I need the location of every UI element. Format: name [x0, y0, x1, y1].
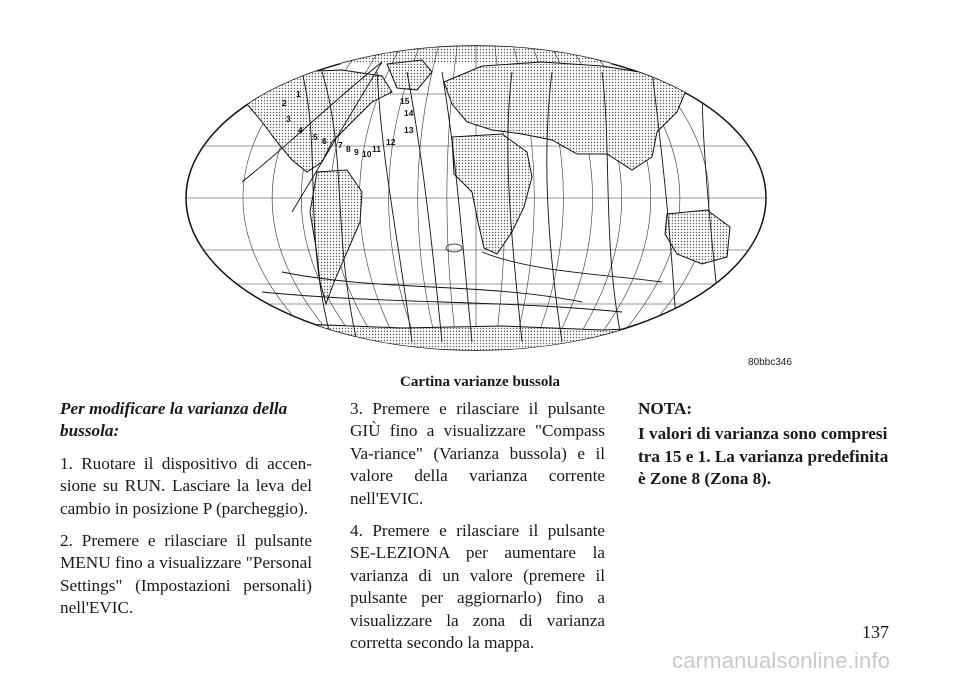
- zone-label-2: 2: [282, 98, 287, 108]
- zone-label-10: 10: [362, 149, 372, 159]
- page-number: 137: [862, 622, 889, 642]
- note-body: I valori di varianza sono compresi tra 15 e 1. La varianza predefinita è Zone 8 (Zona 8).: [638, 424, 889, 489]
- zone-label-8: 8: [346, 144, 351, 154]
- column-2: [350, 398, 605, 664]
- zone-label-7: 7: [338, 140, 343, 150]
- note-title: NOTA:: [638, 399, 693, 418]
- map-image-code: 80bbc346: [748, 357, 792, 368]
- zone-label-12: 12: [386, 137, 396, 147]
- heading-line-2: bussola:: [60, 421, 120, 441]
- zone-label-5: 5: [313, 132, 318, 142]
- map-caption: Cartina varianze bussola: [399, 374, 560, 390]
- heading-line-1: Per modificare la varianza della: [60, 399, 288, 418]
- zone-label-13: 13: [404, 125, 414, 135]
- zone-label-9: 9: [354, 147, 359, 157]
- compass-variance-map: [182, 42, 770, 354]
- zone-label-15: 15: [400, 96, 410, 106]
- watermark-text: carmanualsonline.info: [672, 648, 891, 673]
- column-1: [60, 398, 312, 630]
- zone-label-3: 3: [286, 114, 291, 124]
- step-4: 4. Premere e rilasciare il pulsante SE-LEZIONA per aumentare la varianza di un valore (premere il pulsante per aggiornarlo) fino a visualizzare la zona di varianza corretta secondo la mappa.: [350, 521, 605, 653]
- zone-label-1: 1: [296, 89, 301, 99]
- step-2: 2. Premere e rilasciare il pulsante MENU fino a visualizzare "Personal Settings" (Impostazioni personali) nell'EVIC.: [60, 531, 312, 618]
- section-heading: [60, 398, 312, 443]
- zone-label-11: 11: [372, 144, 381, 154]
- column-3: [638, 398, 898, 501]
- zone-label-4: 4: [298, 125, 303, 135]
- step-3: 3. Premere e rilasciare il pulsante GIÙ fino a visualizzare "Compass Va-riance" (Varianza bussola) e il valore della varianza corrente nell'EVIC.: [350, 399, 605, 508]
- zone-label-14: 14: [404, 108, 414, 118]
- zone-label-6: 6: [322, 136, 327, 146]
- step-1: 1. Ruotare il dispositivo di accen-sione su RUN. Lasciare la leva del cambio in posizione P (parcheggio).: [60, 453, 312, 518]
